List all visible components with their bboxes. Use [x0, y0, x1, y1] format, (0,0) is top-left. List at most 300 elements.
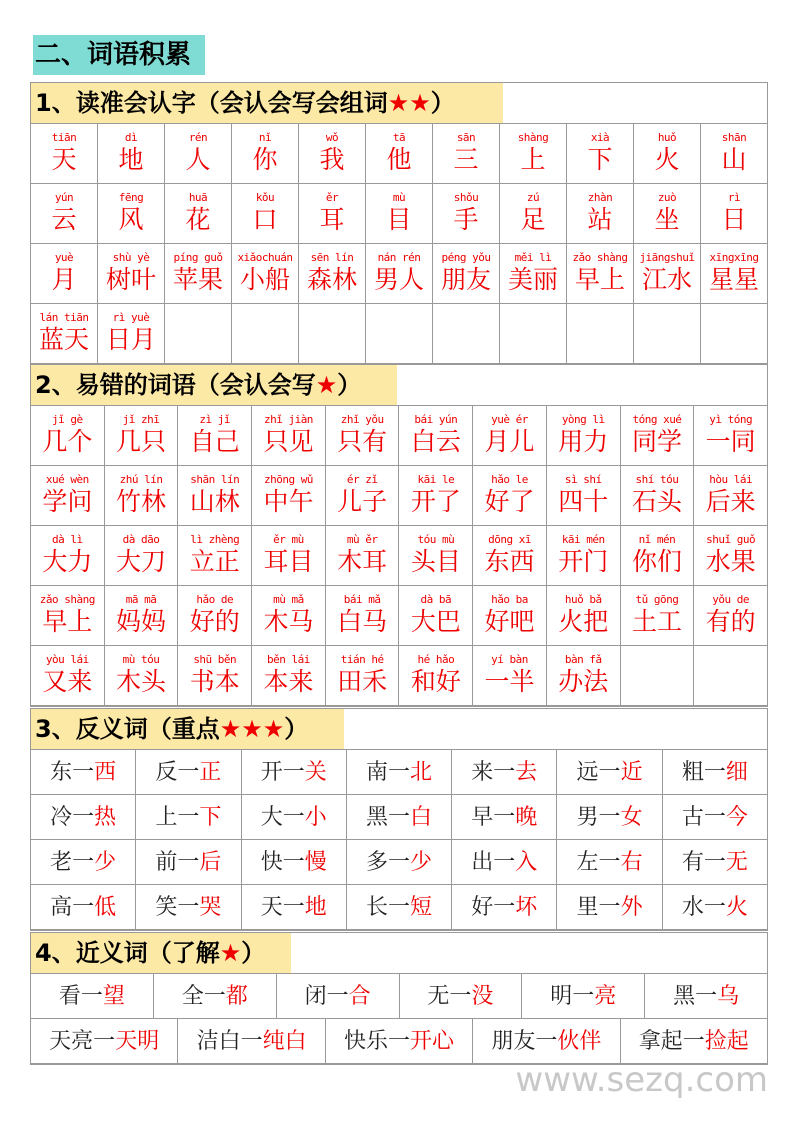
word-first: 快一: [260, 850, 305, 875]
word-cell: [547, 646, 621, 706]
antonym-pair: [557, 840, 662, 885]
hanzi: 一半: [484, 667, 535, 696]
word-cell: [399, 526, 473, 586]
word-first: 冷一: [50, 805, 95, 830]
hanzi: 一同: [705, 427, 756, 456]
word-answer: 望: [102, 984, 125, 1009]
hanzi: 几个: [42, 427, 93, 456]
hanzi: 坐: [654, 205, 680, 234]
section-antonyms: [30, 708, 768, 931]
word-cell: [326, 466, 400, 526]
empty-cell: [165, 304, 232, 364]
word-answer: 右: [620, 850, 643, 875]
word-answer: 短: [409, 895, 432, 920]
word-cell: [299, 184, 366, 244]
heading-text: 2、易错的词语（会认会写: [35, 371, 316, 399]
word-cell: [433, 184, 500, 244]
pinyin: shàng: [517, 131, 549, 144]
section-confusing-words: [30, 364, 768, 707]
pinyin: nán rén: [377, 251, 421, 264]
word-answer: 外: [620, 895, 643, 920]
hanzi: 木耳: [337, 547, 388, 576]
word-answer: 北: [409, 760, 432, 785]
pinyin: shí tóu: [635, 473, 679, 486]
word-cell: [252, 586, 326, 646]
word-cell: [399, 466, 473, 526]
pinyin: tóng xué: [632, 413, 682, 426]
word-answer: 细: [725, 760, 748, 785]
hanzi: 口: [252, 205, 278, 234]
word-cell: [98, 244, 165, 304]
pinyin: dà dāo: [122, 533, 160, 546]
word-first: 洁白一: [196, 1029, 263, 1054]
word-cell: [547, 406, 621, 466]
pinyin: bái mǎ: [343, 593, 381, 606]
antonym-pair: [136, 795, 241, 840]
pinyin: jǐ gè: [52, 413, 83, 426]
pinyin: dà lì: [52, 533, 83, 546]
word-cell: [473, 466, 547, 526]
word-answer: 火: [725, 895, 748, 920]
word-cell: [98, 304, 165, 364]
hanzi: 好的: [189, 607, 240, 636]
word-first: 好一: [471, 895, 516, 920]
pinyin: shū běn: [193, 653, 237, 666]
word-first: 老一: [50, 850, 95, 875]
hanzi: 儿子: [337, 487, 388, 516]
antonym-pair: [31, 840, 136, 885]
hanzi: 苹果: [172, 265, 223, 294]
antonym-pair: [663, 885, 768, 930]
word-cell: [178, 466, 252, 526]
word-cell: [366, 124, 433, 184]
pinyin: hǎo ba: [491, 593, 528, 606]
antonym-pair: [452, 885, 557, 930]
word-answer: 下: [199, 805, 222, 830]
pinyin: shù yè: [112, 251, 150, 264]
word-answer: 少: [409, 850, 432, 875]
word-first: 反一: [155, 760, 200, 785]
pinyin: yòu lái: [45, 653, 89, 666]
word-answer: 西: [94, 760, 117, 785]
synonym-pair: [473, 1019, 620, 1064]
word-cell: [634, 184, 701, 244]
word-cell: [694, 406, 768, 466]
word-first: 来一: [471, 760, 516, 785]
watermark: www.sezq.com: [515, 1060, 768, 1100]
word-cell: [31, 466, 105, 526]
hanzi: 开门: [558, 547, 609, 576]
hanzi: 办法: [558, 667, 609, 696]
hanzi: 大力: [42, 547, 93, 576]
hanzi: 中午: [263, 487, 314, 516]
hanzi: 日月: [105, 325, 156, 354]
word-cell: [31, 646, 105, 706]
hanzi: 小船: [239, 265, 290, 294]
pinyin: mā mā: [125, 593, 157, 606]
word-cell: [621, 406, 695, 466]
hanzi: 大巴: [410, 607, 461, 636]
hanzi: 耳目: [263, 547, 314, 576]
hanzi: 人: [185, 145, 211, 174]
synonym-pair: [621, 1019, 768, 1064]
hanzi: 妈妈: [116, 607, 167, 636]
word-first: 男一: [576, 805, 621, 830]
hanzi: 又来: [42, 667, 93, 696]
word-answer: 今: [725, 805, 748, 830]
pinyin: hé hǎo: [417, 653, 455, 666]
word-cell: [547, 586, 621, 646]
word-first: 多一: [365, 850, 410, 875]
word-first: 闭一: [304, 984, 349, 1009]
empty-cell: [299, 304, 366, 364]
pinyin: zǎo shàng: [572, 251, 628, 264]
hanzi: 星星: [708, 265, 759, 294]
word-first: 长一: [365, 895, 410, 920]
antonym-pair: [557, 885, 662, 930]
word-cell: [399, 406, 473, 466]
hanzi: 和好: [410, 667, 461, 696]
word-first: 粗一: [681, 760, 726, 785]
pinyin: hǎo de: [196, 593, 234, 606]
hanzi: 手: [453, 205, 479, 234]
word-first: 东一: [50, 760, 95, 785]
word-cell: [326, 526, 400, 586]
word-cell: [98, 124, 165, 184]
word-first: 水一: [681, 895, 726, 920]
word-answer: 小: [304, 805, 327, 830]
pinyin: yì tóng: [709, 413, 753, 426]
word-first: 无一: [427, 984, 472, 1009]
hanzi: 东西: [484, 547, 535, 576]
hanzi: 大刀: [116, 547, 167, 576]
word-cell: [252, 466, 326, 526]
hanzi: 几只: [116, 427, 167, 456]
word-answer: 白: [409, 805, 432, 830]
hanzi: 早上: [42, 607, 93, 636]
star-icon: ★: [315, 371, 338, 399]
pinyin: sēn lín: [310, 251, 354, 264]
hanzi: 只见: [263, 427, 314, 456]
word-answer: 热: [94, 805, 117, 830]
pinyin: huǒ bǎ: [564, 593, 602, 606]
word-cell: [473, 526, 547, 586]
hanzi: 你: [252, 145, 278, 174]
hanzi: 目: [386, 205, 412, 234]
word-answer: 关: [304, 760, 327, 785]
pinyin: bàn fǎ: [564, 653, 602, 666]
pinyin: dōng xī: [488, 533, 531, 546]
empty-cell: [500, 304, 567, 364]
hanzi: 四十: [558, 487, 609, 516]
word-cell: [366, 184, 433, 244]
hanzi: 白马: [337, 607, 388, 636]
word-answer: 近: [620, 760, 643, 785]
word-cell: [299, 244, 366, 304]
antonym-pair: [31, 885, 136, 930]
pinyin: shān: [721, 131, 747, 144]
heading-text: 3、反义词（重点: [35, 715, 220, 743]
pinyin: péng yǒu: [441, 251, 491, 264]
hanzi: 火把: [558, 607, 609, 636]
pinyin: tā: [392, 131, 406, 144]
word-cell: [31, 184, 98, 244]
word-answer: 正: [199, 760, 222, 785]
section-literacy-characters: [30, 82, 768, 365]
word-answer: 坏: [515, 895, 538, 920]
pinyin: xué wèn: [45, 473, 89, 486]
word-first: 上一: [155, 805, 200, 830]
hanzi: 有的: [705, 607, 756, 636]
pinyin: hǎo le: [491, 473, 528, 486]
hanzi: 立正: [189, 547, 240, 576]
pinyin: zhōng wǔ: [263, 473, 313, 486]
hanzi: 足: [520, 205, 546, 234]
word-first: 出一: [471, 850, 516, 875]
pinyin: jiāngshuǐ: [639, 251, 695, 264]
pinyin: shuǐ guǒ: [706, 533, 756, 546]
word-answer: 低: [94, 895, 117, 920]
pinyin: tiān: [51, 131, 77, 144]
word-answer: 乌: [717, 984, 740, 1009]
antonym-pair: [136, 840, 241, 885]
empty-cell: [232, 304, 299, 364]
empty-cell: [366, 304, 433, 364]
word-answer: 亮: [594, 984, 617, 1009]
word-cell: [31, 406, 105, 466]
word-first: 古一: [681, 805, 726, 830]
pinyin: nǐ mén: [638, 533, 676, 546]
pinyin: kǒu: [255, 191, 275, 204]
hanzi: 山林: [189, 487, 240, 516]
synonym-pair: [154, 974, 277, 1019]
synonym-pair: [178, 1019, 325, 1064]
word-cell: [165, 124, 232, 184]
hanzi: 本来: [263, 667, 314, 696]
antonym-pair: [347, 795, 452, 840]
word-first: 全一: [181, 984, 226, 1009]
word-first: 有一: [681, 850, 726, 875]
pinyin: fēng: [118, 191, 144, 204]
hanzi: 云: [51, 205, 77, 234]
empty-cell: [634, 304, 701, 364]
word-cell: [701, 244, 768, 304]
heading-close: ）: [337, 371, 362, 399]
synonym-pair: [31, 1019, 178, 1064]
pinyin: dì: [124, 131, 138, 144]
word-cell: [399, 586, 473, 646]
hanzi: 他: [386, 145, 412, 174]
antonym-pair: [347, 885, 452, 930]
word-cell: [366, 244, 433, 304]
hanzi: 土工: [631, 607, 682, 636]
word-cell: [165, 244, 232, 304]
pinyin: zhǐ yǒu: [340, 413, 384, 426]
pinyin: xià: [590, 131, 610, 144]
pinyin: shān lín: [190, 473, 240, 486]
empty-cell: [694, 646, 768, 706]
hanzi: 白云: [410, 427, 461, 456]
section-heading: [35, 365, 361, 405]
section-title: 二、词语积累: [33, 35, 205, 75]
hanzi: 好了: [484, 487, 535, 516]
empty-cell: [621, 646, 695, 706]
hanzi: 月: [51, 265, 77, 294]
synonym-pair: [645, 974, 768, 1019]
pinyin: tián hé: [340, 653, 384, 666]
pinyin: zhǐ jiàn: [263, 413, 313, 426]
pinyin: jǐ zhī: [122, 413, 160, 426]
antonym-pair: [452, 840, 557, 885]
pinyin: shǒu: [453, 191, 479, 204]
word-cell: [98, 184, 165, 244]
word-first: 黑一: [673, 984, 718, 1009]
antonym-pair: [31, 750, 136, 795]
word-cell: [178, 526, 252, 586]
word-cell: [31, 586, 105, 646]
word-first: 黑一: [365, 805, 410, 830]
word-cell: [694, 466, 768, 526]
hanzi: 我: [319, 145, 345, 174]
hanzi: 三: [453, 145, 479, 174]
antonym-pair: [557, 750, 662, 795]
antonym-pair: [136, 750, 241, 795]
pinyin: zì jǐ: [199, 413, 231, 426]
antonym-pair: [242, 795, 347, 840]
hanzi: 学问: [42, 487, 93, 516]
hanzi: 站: [587, 205, 613, 234]
word-cell: [701, 124, 768, 184]
pinyin: rén: [188, 131, 208, 144]
hanzi: 风: [118, 205, 144, 234]
heading-close: ）: [284, 715, 309, 743]
hanzi: 火: [654, 145, 680, 174]
synonym-pair: [400, 974, 523, 1019]
hanzi: 用力: [558, 427, 609, 456]
word-answer: 合: [348, 984, 371, 1009]
word-answer: 伙伴: [557, 1029, 602, 1054]
hanzi: 你们: [631, 547, 682, 576]
word-cell: [252, 406, 326, 466]
hanzi: 耳: [319, 205, 345, 234]
hanzi: 水果: [705, 547, 756, 576]
star-icon: ★★: [387, 89, 431, 117]
empty-cell: [567, 304, 634, 364]
word-cell: [31, 526, 105, 586]
antonym-pair: [452, 750, 557, 795]
pinyin: yuè: [54, 251, 74, 264]
hanzi: 朋友: [440, 265, 491, 294]
empty-cell: [701, 304, 768, 364]
hanzi: 木头: [116, 667, 167, 696]
word-cell: [326, 586, 400, 646]
word-cell: [473, 646, 547, 706]
hanzi: 森林: [306, 265, 357, 294]
pinyin: běn lái: [267, 653, 310, 666]
star-icon: ★: [219, 939, 242, 967]
pinyin: kāi mén: [561, 533, 605, 546]
hanzi: 石头: [631, 487, 682, 516]
word-cell: [31, 304, 98, 364]
word-answer: 天明: [115, 1029, 160, 1054]
heading-close: ）: [241, 939, 266, 967]
section-synonyms: [30, 932, 768, 1065]
word-first: 拿起一: [638, 1029, 705, 1054]
word-cell: [232, 184, 299, 244]
word-first: 里一: [576, 895, 621, 920]
antonym-pair: [663, 840, 768, 885]
word-cell: [473, 406, 547, 466]
word-first: 开一: [260, 760, 305, 785]
hanzi: 田禾: [337, 667, 388, 696]
pinyin: mù: [392, 191, 406, 204]
word-first: 明一: [550, 984, 595, 1009]
word-cell: [694, 586, 768, 646]
pinyin: yí bàn: [491, 653, 528, 666]
pinyin: yǒu de: [712, 593, 750, 606]
hanzi: 上: [520, 145, 546, 174]
word-cell: [500, 124, 567, 184]
word-answer: 无: [725, 850, 748, 875]
antonym-pair: [242, 885, 347, 930]
pinyin: ěr: [325, 191, 339, 204]
hanzi: 江水: [641, 265, 692, 294]
pinyin: ěr mù: [273, 533, 304, 546]
antonym-pair: [557, 795, 662, 840]
hanzi: 木马: [263, 607, 314, 636]
hanzi: 好吧: [484, 607, 535, 636]
pinyin: wǒ: [325, 131, 339, 144]
pinyin: xīngxīng: [709, 251, 759, 264]
word-cell: [399, 646, 473, 706]
word-cell: [105, 646, 179, 706]
pinyin: nǐ: [258, 131, 272, 144]
antonym-pair: [242, 840, 347, 885]
pinyin: rì: [727, 191, 741, 204]
heading-close: ）: [430, 89, 455, 117]
word-cell: [634, 244, 701, 304]
word-answer: 哭: [199, 895, 222, 920]
hanzi: 下: [587, 145, 613, 174]
pinyin: zhàn: [587, 191, 613, 204]
word-first: 左一: [576, 850, 621, 875]
pinyin: bái yún: [414, 413, 458, 426]
hanzi: 书本: [189, 667, 240, 696]
antonym-pair: [242, 750, 347, 795]
word-cell: [232, 124, 299, 184]
pinyin: mù tóu: [122, 653, 160, 666]
word-first: 早一: [471, 805, 516, 830]
word-answer: 后: [199, 850, 222, 875]
word-answer: 没: [471, 984, 494, 1009]
word-answer: 都: [225, 984, 248, 1009]
word-answer: 地: [304, 895, 327, 920]
word-first: 南一: [365, 760, 410, 785]
word-cell: [621, 526, 695, 586]
hanzi: 蓝天: [38, 325, 89, 354]
star-icon: ★★★: [219, 715, 285, 743]
word-cell: [694, 526, 768, 586]
word-cell: [326, 646, 400, 706]
hanzi: 只有: [337, 427, 388, 456]
hanzi: 男人: [373, 265, 424, 294]
section-heading: [35, 933, 265, 973]
pinyin: zú: [526, 191, 540, 204]
pinyin: tǔ gōng: [635, 593, 679, 606]
word-cell: [232, 244, 299, 304]
word-answer: 慢: [304, 850, 327, 875]
word-first: 朋友一: [491, 1029, 558, 1054]
